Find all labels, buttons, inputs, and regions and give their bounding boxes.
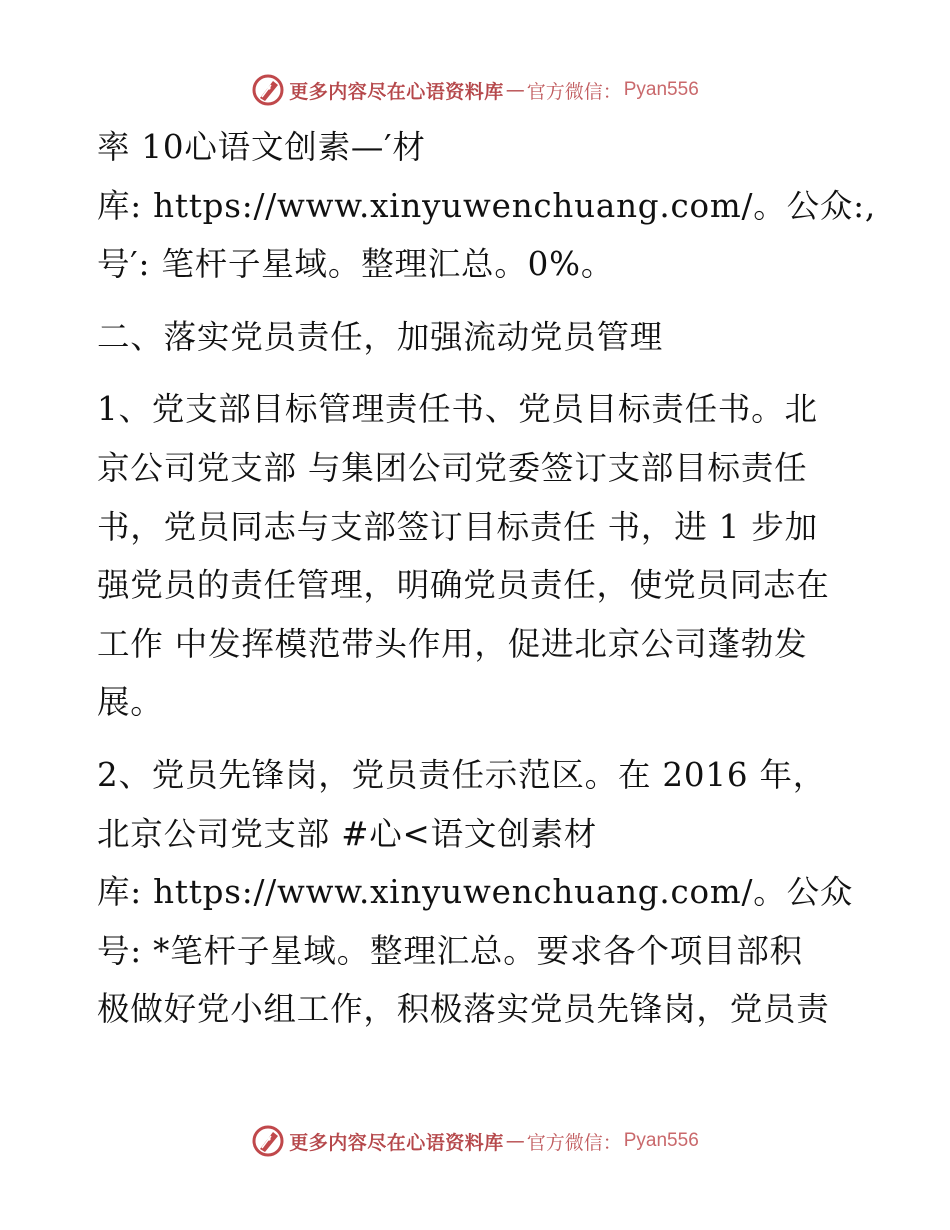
body-line: 极做好党小组工作，积极落实党员先锋岗，党员责 xyxy=(97,990,830,1029)
body-line: 工作 中发挥模范带头作用，促进北京公司蓬勃发 xyxy=(97,624,808,663)
header-banner xyxy=(0,70,950,110)
body-line: 1、党支部目标管理责任书、党员目标责任书。北 xyxy=(97,390,818,429)
body-line: 号′: 笔杆子星域。整理汇总。0%。 xyxy=(97,245,615,284)
header-banner-wechat-label: 官方微信： xyxy=(526,80,622,103)
body-line: 展。 xyxy=(97,683,164,722)
pen-nib-circle-logo-icon xyxy=(251,73,285,107)
body-line: 2、党员先锋岗，党员责任示范区。在 2016 年， xyxy=(97,755,827,794)
footer-banner-dash: — xyxy=(505,1130,525,1152)
body-line: 库: https://www.xinyuwenchuang.com/。公众 xyxy=(97,873,854,912)
footer-banner-wechat-label: 官方微信： xyxy=(526,1131,622,1154)
header-banner-dash: — xyxy=(505,79,525,101)
footer-banner-wechat-id: Pyan556 xyxy=(623,1130,699,1151)
footer-banner-text: 更多内容尽在心语资料库 xyxy=(289,1131,504,1154)
pen-nib-circle-logo-icon xyxy=(251,1124,285,1158)
footer-banner xyxy=(0,1121,950,1161)
body-line: 强党员的责任管理，明确党员责任，使党员同志在 xyxy=(97,566,830,605)
header-banner-wechat-id: Pyan556 xyxy=(623,79,699,100)
body-line: 书，党员同志与支部签订目标责任 书，进 1 步加 xyxy=(97,507,818,546)
body-line: 库: https://www.xinyuwenchuang.com/。公众:, xyxy=(97,186,877,225)
body-line: 北京公司党支部 #心<语文创素材 xyxy=(97,814,598,853)
body-line: 号: *笔杆子星域。整理汇总。要求各个项目部积 xyxy=(97,931,803,970)
body-line: 京公司党支部 与集团公司党委签订支部目标责任 xyxy=(97,448,808,487)
body-line: 率 10心语文创素—′材 xyxy=(97,128,426,166)
section-heading: 二、落实党员责任，加强流动党员管理 xyxy=(97,317,664,356)
header-banner-text: 更多内容尽在心语资料库 xyxy=(289,80,504,103)
document-body xyxy=(97,118,877,1039)
